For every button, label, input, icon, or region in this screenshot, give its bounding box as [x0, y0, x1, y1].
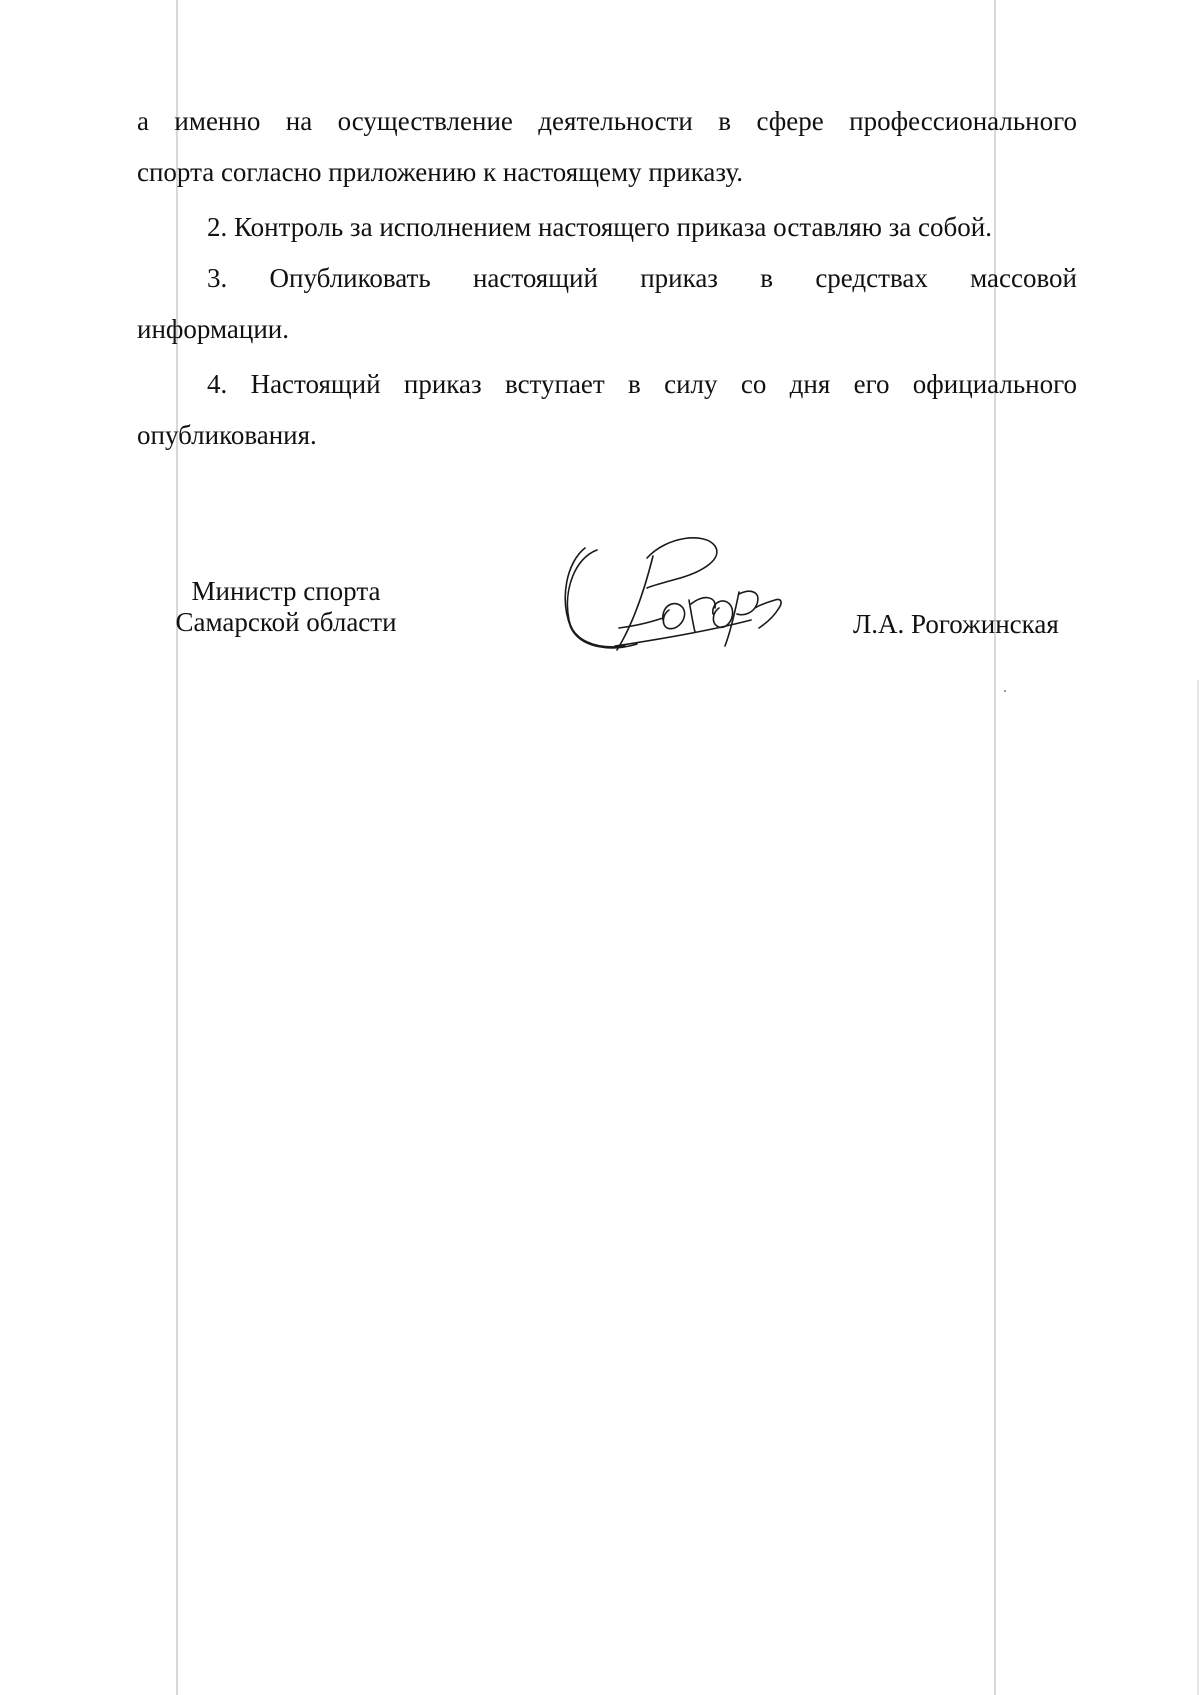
signature-block	[0, 520, 1200, 670]
paragraph-4	[137, 359, 1077, 461]
paragraph-4-line-1: 4. Настоящий приказ вступает в силу со дня его официального	[207, 369, 1077, 399]
scan-speck	[1004, 690, 1006, 692]
signer-name: Л.А. Рогожинская	[853, 609, 1059, 639]
paragraph-3-line-1: 3. Опубликовать настоящий приказ в средствах массовой	[207, 263, 1077, 293]
signer-position-line-2: Самарской области	[175, 607, 397, 637]
paragraph-2	[207, 202, 1077, 253]
handwritten-signature-icon	[555, 528, 785, 658]
signer-position-line-1: Министр спорта	[191, 576, 381, 606]
paragraph-3-line-2: информации.	[137, 314, 289, 344]
paragraph-3	[137, 253, 1077, 355]
paragraph-2-line-1: 2. Контроль за исполнением настоящего приказа оставляю за собой.	[207, 212, 992, 242]
paragraph-1-line-2: спорта согласно приложению к настоящему приказу.	[137, 157, 744, 187]
paragraph-1-line-1: а именно на осуществление деятельности в сфере профессионального	[137, 106, 1077, 136]
signer-position	[160, 576, 412, 638]
paragraph-4-line-2: опубликования.	[137, 420, 317, 450]
scan-artifact-line-edge	[1197, 680, 1199, 1695]
paragraph-1	[137, 96, 1077, 198]
